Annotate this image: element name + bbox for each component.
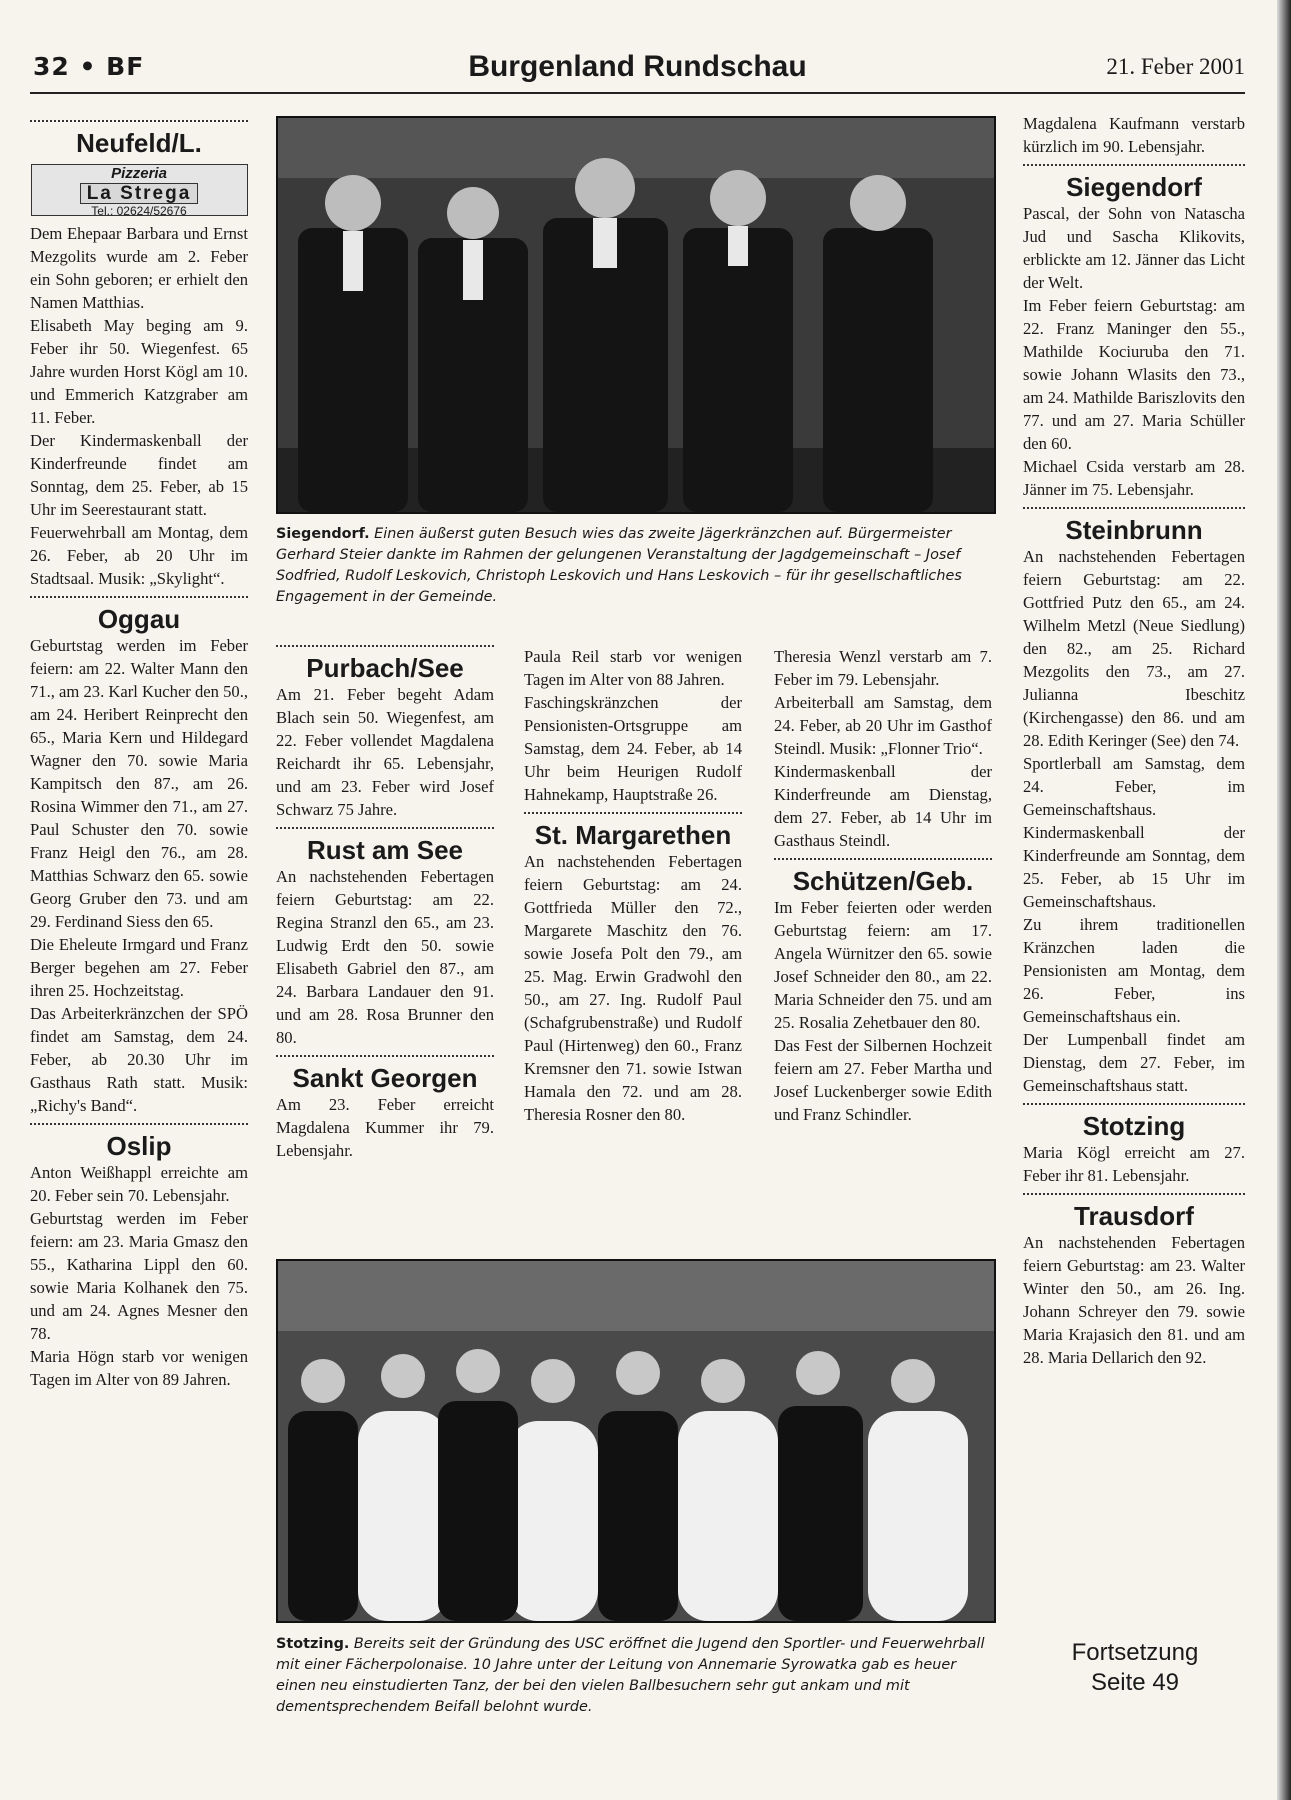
paragraph: Dem Ehepaar Barbara und Ernst Mezgolits wurde am 2. Feber ein Sohn geboren; er erhielt den Namen Matthias.	[30, 224, 248, 312]
paragraph: Das Arbeiterkränzchen der SPÖ findet am Samstag, dem 24. Feber, ab 20.30 Uhr im Gasthaus Rath statt. Musik: „Richy's Band“.	[30, 1004, 248, 1115]
section-stotzing	[1023, 1103, 1245, 1187]
paragraph: Elisabeth May beging am 9. Feber ihr 50. Wiegenfest. 65 Jahre wurden Horst Kögl am 10. und Emmerich Katzgraber am 11. Feber.	[30, 316, 248, 427]
photo-stotzing-graphic	[278, 1261, 994, 1621]
section-heading-rust: Rust am See	[276, 827, 494, 865]
section-neufeld	[30, 120, 248, 590]
section-heading-oslip: Oslip	[30, 1123, 248, 1161]
paragraph: Geburtstag werden im Feber feiern: am 22. Walter Mann den 71., am 23. Karl Kucher den 50., am 24. Heribert Reinprecht den 65., Maria Kern und Hildegard Wagner den 70. sowie Maria Kampitsch den 87., am 26. Rosina Wimmer den 71., am 27. Paul Schuster den 70. sowie Franz Heigl den 76., am 28. Matthias Schwarz den 65. sowie Georg Gruber den 73. und am 29. Ferdinand Siess den 65.	[30, 636, 248, 931]
paragraph: Feuerwehrball am Montag, dem 26. Feber, ab 20 Uhr im Stadtsaal. Musik: „Skylight“.	[30, 523, 248, 588]
paragraph: Am 23. Feber erreicht Magdalena Kummer ihr 79. Lebensjahr.	[276, 1095, 494, 1160]
paragraph: Sportlerball am Samstag, dem 24. Feber, im Gemeinschaftshaus.	[1023, 754, 1245, 819]
column-3	[524, 645, 742, 1126]
section-heading-st-margarethen: St. Margarethen	[524, 812, 742, 850]
section-heading-purbach: Purbach/See	[276, 645, 494, 683]
paragraph: An nachstehenden Febertagen feiern Geburtstag: am 24. Gottfrieda Müller den 72., Margarete Maschitz den 76. sowie Josefa Polt den 79., am 25. Mag. Erwin Gradwohl den 50., am 27. Ing. Rudolf Paul (Schafgrubenstraße) und Rudolf Paul (Hirtenweg) den 60., Franz Kremsner den 71. sowie Istwan Hamala den 72. und am 28. Theresia Rosner den 80.	[524, 852, 742, 1124]
continued-line-2: Seite 49	[1090, 1669, 1180, 1696]
paragraph: Der Kindermaskenball der Kinderfreunde findet am Sonntag, dem 25. Feber, ab 15 Uhr im Seerestaurant statt.	[30, 431, 248, 519]
section-steinbrunn	[1023, 507, 1245, 1097]
section-oslip	[30, 1123, 248, 1391]
photo-caption-siegendorf	[276, 524, 996, 608]
paragraph: Magdalena Kaufmann verstarb kürzlich im 90. Lebensjahr.	[1023, 114, 1245, 156]
ad-phone: Tel.: 02624/52676	[91, 204, 187, 218]
section-heading-neufeld: Neufeld/L.	[30, 120, 248, 158]
section-heading-trausdorf: Trausdorf	[1023, 1193, 1245, 1231]
paragraph: Am 21. Feber begeht Adam Blach sein 50. Wiegenfest, am 22. Feber vollendet Magdalena Reichardt ihr 65. Lebensjahr, und am 23. Feber wird Josef Schwarz 75 Jahre.	[276, 685, 494, 819]
photo-siegendorf	[276, 116, 996, 514]
paragraph: Kindermaskenball der Kinderfreunde am Dienstag, dem 27. Feber, ab 14 Uhr im Gasthaus Steindl.	[774, 762, 992, 850]
paragraph: Kindermaskenball der Kinderfreunde am Sonntag, dem 25. Feber, ab 15 Uhr im Gemeinschaftshaus.	[1023, 823, 1245, 911]
paragraph: Die Eheleute Irmgard und Franz Berger begehen am 27. Feber ihren 25. Hochzeitstag.	[30, 935, 248, 1000]
paragraph: An nachstehenden Febertagen feiern Geburtstag: am 23. Walter Winter den 50., am 26. Ing. Johann Schreyer den 79. sowie Maria Krajasich den 81. und am 28. Maria Dellarich den 92.	[1023, 1233, 1245, 1367]
paragraph: Im Feber feierten oder werden Geburtstag feiern: am 17. Angela Würnitzer den 65. sowie Josef Schneider den 80., am 22. Maria Schneider den 75. und am 25. Rosalia Zehetbauer den 80.	[774, 898, 992, 1032]
paragraph: Michael Csida verstarb am 28. Jänner im 75. Lebensjahr.	[1023, 457, 1245, 499]
section-heading-oggau: Oggau	[30, 596, 248, 634]
paragraph: An nachstehenden Febertagen feiern Geburtstag: am 22. Gottfried Putz den 65., am 24. Wilhelm Metzl (Neue Siedlung) den 82., am 25. Richard Mezgolits den 73., am 27. Julianna Ibeschitz (Kirchengasse) den 86. und am 28. Edith Keringer (See) den 74.	[1023, 547, 1245, 750]
section-oggau	[30, 596, 248, 1117]
paragraph: Im Feber feiern Geburtstag: am 22. Franz Maninger den 55., Mathilde Kociuruba den 71. sowie Johann Wlasits den 73., am 24. Mathilde Bariszlovits den 77. und am 27. Maria Schüller den 60.	[1023, 296, 1245, 453]
column-4	[774, 645, 992, 1126]
section-heading-schuetzen: Schützen/Geb.	[774, 858, 992, 896]
photo-siegendorf-graphic	[278, 118, 994, 512]
paragraph: Der Lumpenball findet am Dienstag, dem 27. Feber, im Gemeinschaftshaus statt.	[1023, 1030, 1245, 1095]
column-1	[30, 120, 248, 1391]
newspaper-title: Burgenland Rundschau	[468, 50, 807, 83]
paragraph: Maria Kögl erreicht am 27. Feber ihr 81. Lebensjahr.	[1023, 1143, 1245, 1185]
section-heading-steinbrunn: Steinbrunn	[1023, 507, 1245, 545]
section-sankt-georgen	[276, 1055, 494, 1162]
paragraph: Maria Högn starb vor wenigen Tagen im Alter von 89 Jahren.	[30, 1347, 248, 1389]
caption-lead: Stotzing.	[276, 1636, 350, 1652]
caption-text: Bereits seit der Gründung des USC eröffnet die Jugend den Sportler- und Feuerwehrball mit einer Fächerpolonaise. 10 Jahre unter der Leitung von Annemarie Syrowatka gab es heuer einen neu einstudierten Tanz, der bei den vielen Ballbesuchern sehr gut ankam und mit dementsprechendem Beifall belohnt wurde.	[276, 1636, 985, 1715]
column-5	[1023, 112, 1245, 1369]
issue-date: 21. Feber 2001	[1106, 54, 1245, 79]
section-heading-sankt-georgen: Sankt Georgen	[276, 1055, 494, 1093]
caption-lead: Siegendorf.	[276, 526, 370, 542]
paragraph: Pascal, der Sohn von Natascha Jud und Sascha Klikovits, erblickte am 12. Jänner das Licht der Welt.	[1023, 204, 1245, 292]
section-rust	[276, 827, 494, 1049]
ad-line-1: Pizzeria	[111, 165, 167, 182]
paragraph: An nachstehenden Febertagen feiern Geburtstag: am 22. Regina Stranzl den 65., am 23. Ludwig Erdt den 50. sowie Elisabeth Gabriel den 87., am 24. Barbara Landauer den 91. und am 28. Rosa Brunner den 80.	[276, 867, 494, 1047]
caption-text: Einen äußerst guten Besuch wies das zweite Jägerkränzchen auf. Bürgermeister Gerhard Steier dankte im Rahmen der gelungenen Veranstaltung der Jagdgemeinschaft – Josef Sodfried, Rudolf Leskovich, Christoph Leskovich und Hans Leskovich – für ihr gesellschaftliches Engagement in der Gemeinde.	[276, 526, 962, 605]
paragraph: Das Fest der Silbernen Hochzeit feiern am 27. Feber Martha und Josef Luckenberger sowie Edith und Franz Schindler.	[774, 1036, 992, 1124]
paragraph: Geburtstag werden im Feber feiern: am 23. Maria Gmasz den 55., Katharina Lippl den 60. sowie Maria Kolhanek den 75. und am 24. Agnes Mesner den 78.	[30, 1209, 248, 1343]
section-heading-stotzing: Stotzing	[1023, 1103, 1245, 1141]
paragraph: Anton Weißhappl erreichte am 20. Feber sein 70. Lebensjahr.	[30, 1163, 248, 1205]
photo-stotzing	[276, 1259, 996, 1623]
section-purbach	[276, 645, 494, 821]
continued-line-1: Fortsetzung	[1071, 1639, 1199, 1666]
ad-line-2: La Strega	[80, 183, 199, 204]
section-heading-siegendorf: Siegendorf	[1023, 164, 1245, 202]
section-trausdorf	[1023, 1193, 1245, 1369]
section-siegendorf	[1023, 164, 1245, 501]
section-schuetzen	[774, 858, 992, 1126]
paragraph: Paula Reil starb vor wenigen Tagen im Alter von 88 Jahren.	[524, 647, 742, 689]
paragraph: Zu ihrem traditionellen Kränzchen laden die Pensionisten am Montag, dem 26. Feber, ins Gemeinschaftshaus ein.	[1023, 915, 1245, 1026]
advertisement-pizzeria	[31, 164, 248, 216]
page-header	[30, 50, 1245, 94]
paragraph: Arbeiterball am Samstag, dem 24. Feber, ab 20 Uhr im Gasthof Steindl. Musik: „Flonner Trio“.	[774, 693, 992, 758]
photo-caption-stotzing	[276, 1634, 996, 1718]
column-2	[276, 645, 494, 1162]
page-binding-shadow	[1277, 0, 1291, 1800]
paragraph: Faschingskränzchen der Pensionisten-Ortsgruppe am Samstag, dem 24. Feber, ab 14 Uhr beim Heurigen Rudolf Hahnekamp, Hauptstraße 26.	[524, 693, 742, 804]
page-reference: 32 • BF	[33, 52, 145, 81]
continued-note	[1015, 1638, 1255, 1698]
section-st-margarethen	[524, 812, 742, 1126]
paragraph: Theresia Wenzl verstarb am 7. Feber im 79. Lebensjahr.	[774, 647, 992, 689]
